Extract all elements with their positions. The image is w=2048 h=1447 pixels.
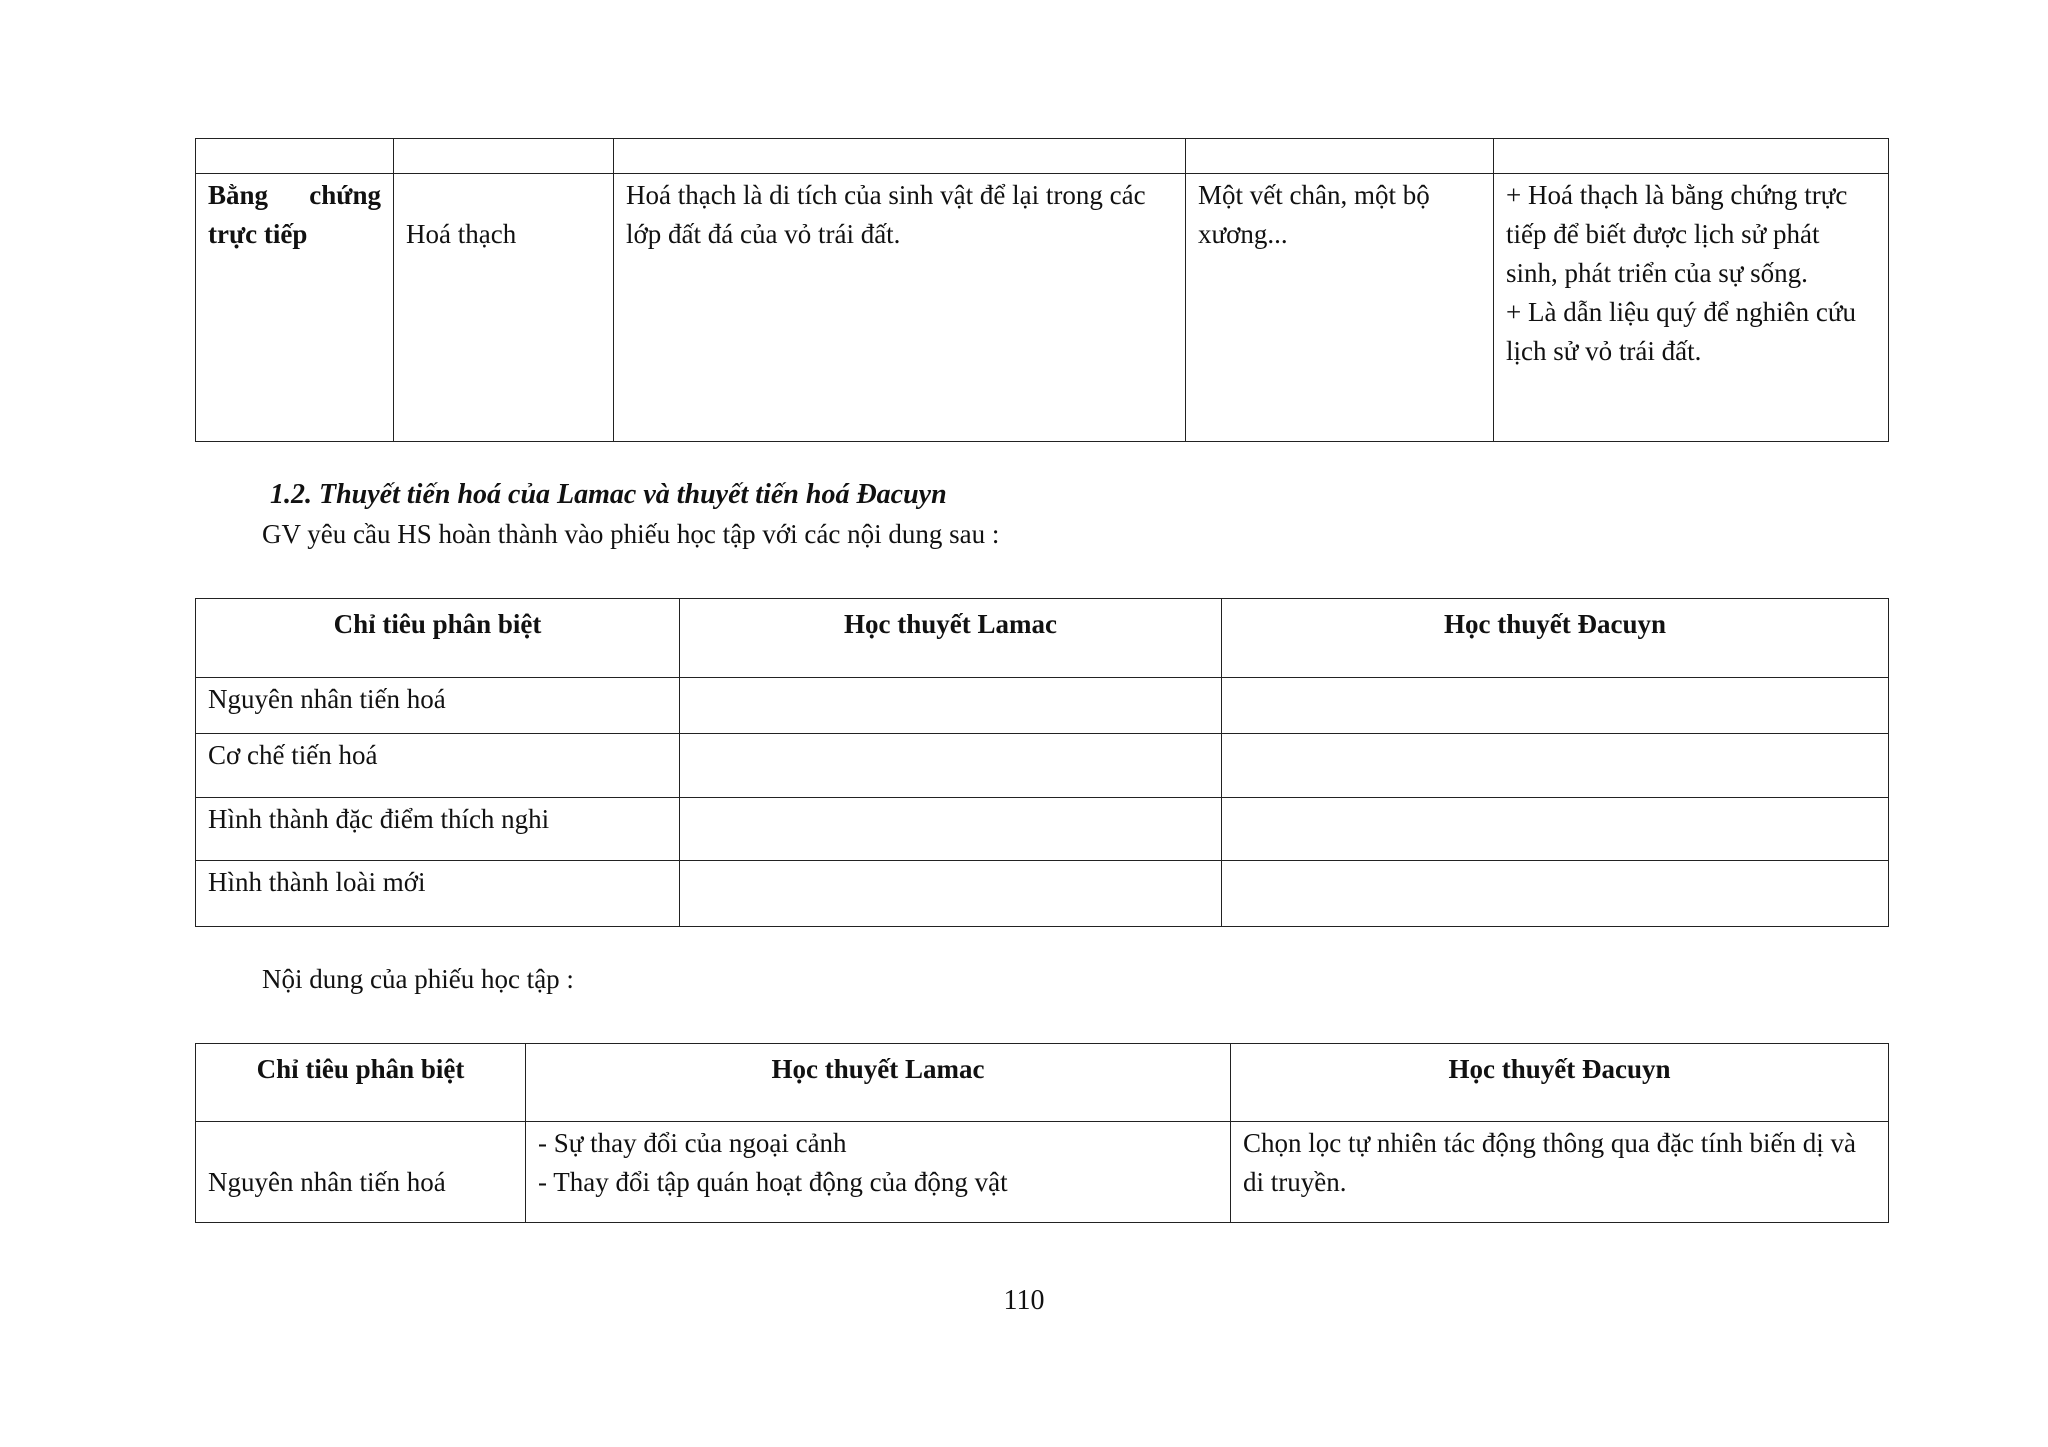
evidence-type-word: Bằng [208,180,269,210]
column-header: Chỉ tiêu phân biệt [196,599,680,678]
darwin-cell [1222,678,1889,734]
lamac-cell [680,678,1222,734]
column-header: Học thuyết Đacuyn [1231,1044,1889,1122]
table-cell [394,139,614,174]
lamac-point: - Thay đổi tập quán hoạt động của động vật [538,1167,1008,1197]
lamac-cell [680,798,1222,861]
darwin-cell [1222,734,1889,798]
column-header: Chỉ tiêu phân biệt [196,1044,526,1122]
lamac-cell [680,861,1222,927]
evidence-type-word: trực tiếp [208,219,308,249]
criterion-cell: Cơ chế tiến hoá [196,734,680,798]
table-row [196,174,1889,442]
column-header: Học thuyết Lamac [680,599,1222,678]
evidence-type-cell [196,174,394,442]
criterion-cell [196,1122,526,1223]
fossil-example: Một vết chân, một bộ xương... [1186,174,1494,442]
worksheet-content-table [195,1043,1889,1223]
lamac-point: - Sự thay đổi của ngoại cảnh [538,1128,847,1158]
fossil-name-cell [394,174,614,442]
table-row [196,861,1889,927]
fossil-significance-cell [1494,174,1889,442]
table-row [196,139,1889,174]
column-header: Học thuyết Lamac [526,1044,1231,1122]
table-row [196,734,1889,798]
column-header: Học thuyết Đacuyn [1222,599,1889,678]
fossil-significance-2: + Là dẫn liệu quý để nghiên cứu lịch sử vỏ trái đất. [1506,297,1857,366]
darwin-cell [1222,798,1889,861]
criterion-text: Nguyên nhân tiến hoá [208,1167,446,1197]
table-row [196,798,1889,861]
table-cell [614,139,1186,174]
fossil-definition: Hoá thạch là di tích của sinh vật để lại trong các lớp đất đá của vỏ trái đất. [614,174,1186,442]
darwin-cell: Chọn lọc tự nhiên tác động thông qua đặc tính biến dị và di truyền. [1231,1122,1889,1223]
lamac-cell [526,1122,1231,1223]
table-header-row [196,599,1889,678]
darwin-cell [1222,861,1889,927]
table-header-row [196,1044,1889,1122]
table-row [196,678,1889,734]
criterion-cell: Hình thành đặc điểm thích nghi [196,798,680,861]
page-number: 110 [1003,1285,1045,1316]
table-row [196,1122,1889,1223]
table-cell [1494,139,1889,174]
fossil-significance-1: + Hoá thạch là bằng chứng trực tiếp để biết được lịch sử phát sinh, phát triển của sự sống. [1506,180,1848,288]
fossil-name: Hoá thạch [406,219,517,249]
worksheet-label: Nội dung của phiếu học tập : [262,964,574,994]
section-heading: 1.2. Thuyết tiến hoá của Lamac và thuyết tiến hoá Đacuyn [270,479,947,510]
table-cell [196,139,394,174]
lamac-cell [680,734,1222,798]
criterion-cell: Hình thành loài mới [196,861,680,927]
evidence-type-word: chứng [309,180,381,210]
table-cell [1186,139,1494,174]
section-instruction: GV yêu cầu HS hoàn thành vào phiếu học tập với các nội dung sau : [262,519,1000,549]
worksheet-table [195,598,1889,927]
criterion-cell: Nguyên nhân tiến hoá [196,678,680,734]
evidence-table [195,138,1889,442]
